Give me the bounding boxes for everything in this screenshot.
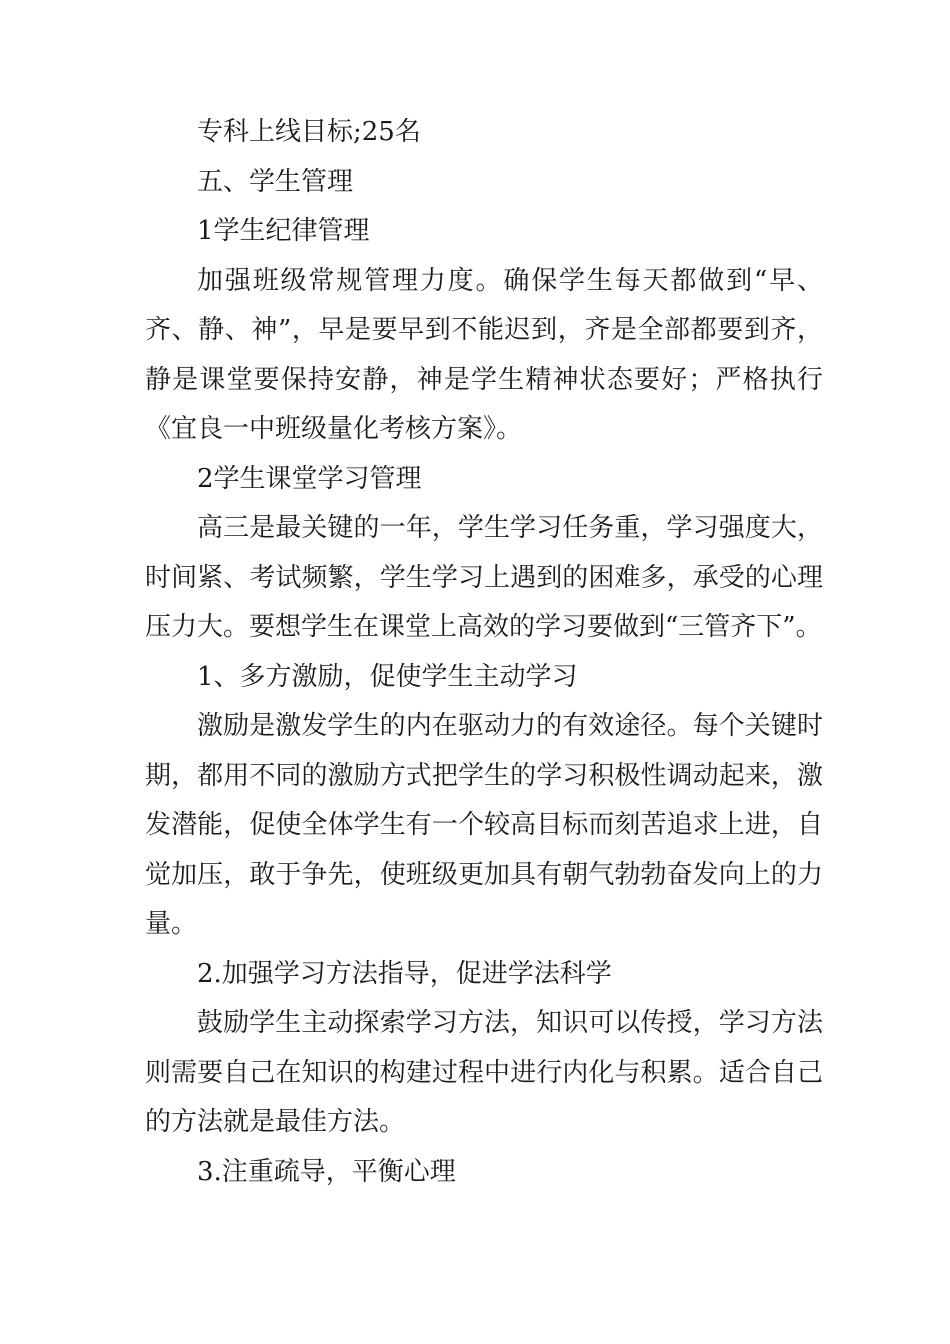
- paragraph-classroom-learning: 高三是最关键的一年，学生学习任务重，学习强度大，时间紧、考试频繁，学生学习上遇到的困难多，承受的心理压力大。要想学生在课堂上高效的学习要做到“三管齐下”。: [145, 513, 823, 642]
- heading-student-management: 五、学生管理: [197, 166, 354, 197]
- document-body: [145, 108, 823, 1197]
- subheading-psychological-guidance: 3.注重疏导，平衡心理: [197, 1156, 456, 1187]
- subheading-study-methods: 2.加强学习方法指导，促进学法科学: [197, 958, 612, 989]
- subheading-classroom-learning: 2学生课堂学习管理: [197, 463, 422, 494]
- paragraph-target-line: 专科上线目标;25名: [197, 117, 421, 147]
- subheading-motivation: 1、多方激励，促使学生主动学习: [197, 661, 578, 692]
- paragraph-discipline: 加强班级常规管理力度。确保学生每天都做到“早、齐、静、神”，早是要早到不能迟到，齐是全部都要到齐，静是课堂要保持安静，神是学生精神状态要好；严格执行《宜良一中班级量化考核方案》。: [145, 265, 823, 444]
- paragraph-study-methods: 鼓励学生主动探索学习方法，知识可以传授，学习方法则需要自己在知识的构建过程中进行内化与积累。适合自己的方法就是最佳方法。: [145, 1008, 823, 1137]
- paragraph-motivation: 激励是激发学生的内在驱动力的有效途径。每个关键时期，都用不同的激励方式把学生的学习积极性调动起来，激发潜能，促使全体学生有一个较高目标而刻苦追求上进，自觉加压，敢于争先，使班级更加具有朝气勃勃奋发向上的力量。: [145, 711, 823, 939]
- subheading-discipline: 1学生纪律管理: [197, 216, 370, 246]
